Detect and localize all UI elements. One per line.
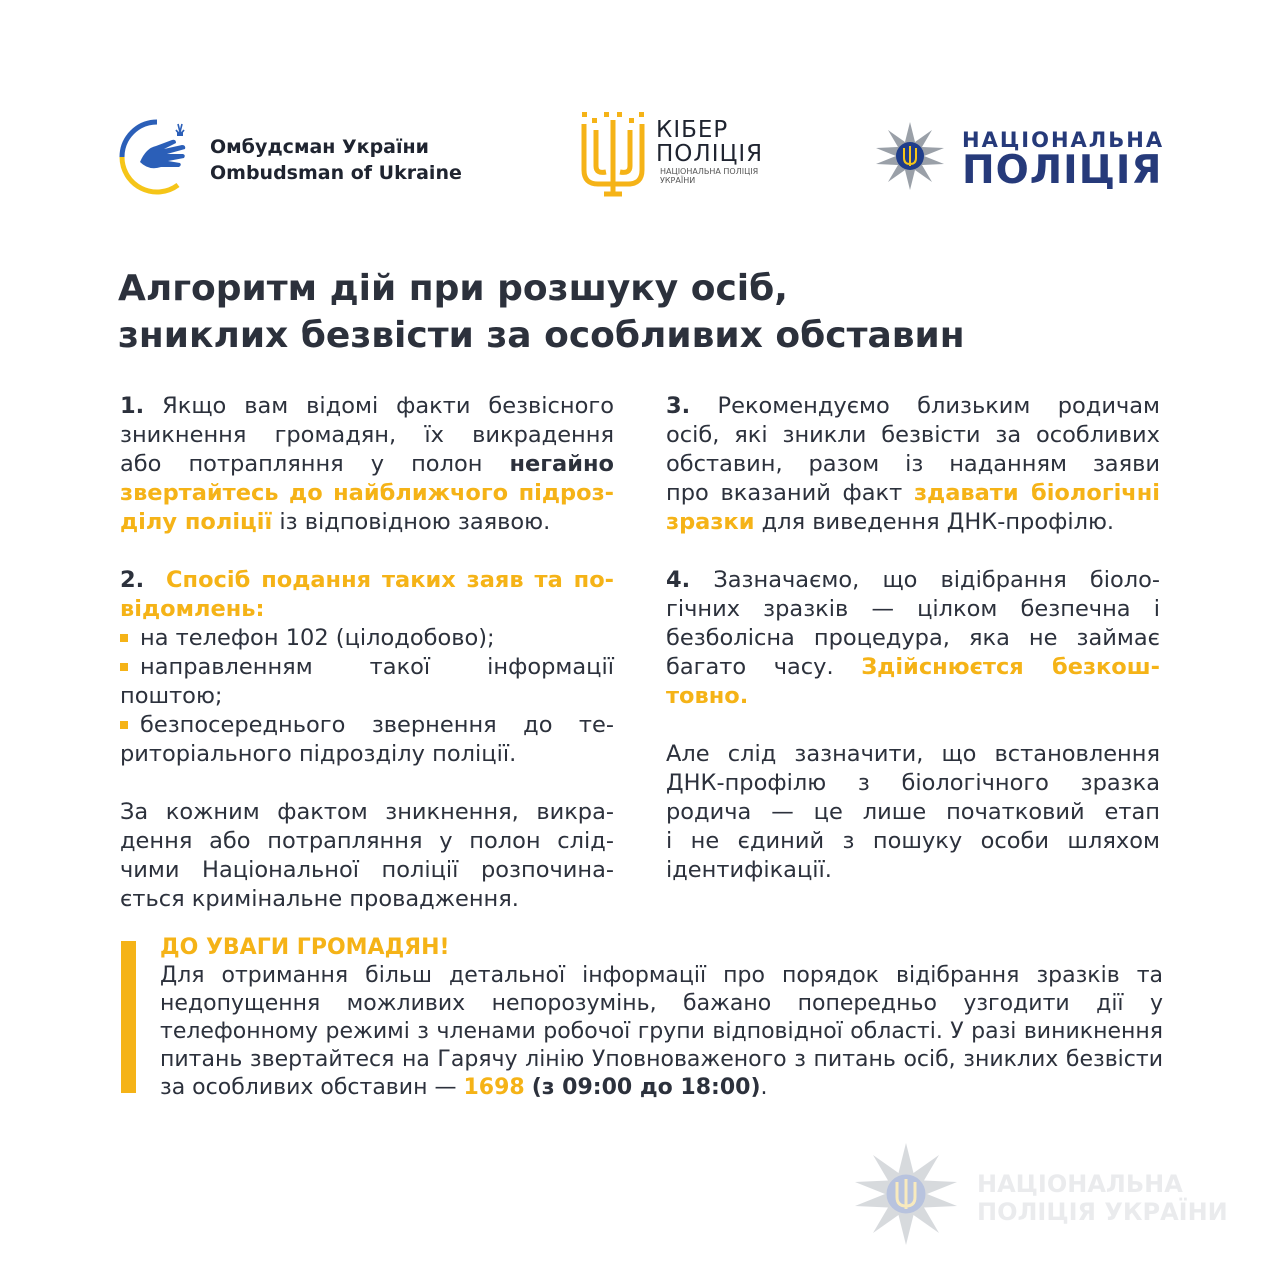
step-3-highlight: здавати біологічні [913, 480, 1160, 506]
list-item-text: риторіального підрозділу поліції. [120, 741, 517, 767]
notice-text: Для отримання більш детальної інформації про порядок відібрання зразків та недопущення можливих непорозумінь, бажано попередньо узгодити дії у телефонному режимі з членами робочої групи відповідної області. У разі виникнення питань звертайтеся на Гарячу лінію Уповноваженого з питань осіб, зниклих безвісти за особливих обставин — [160, 963, 1163, 1100]
hotline-hours: (з 09:00 до 18:00) [531, 1075, 761, 1100]
notice-body [160, 962, 1163, 1102]
list-item [120, 624, 614, 653]
step-3-text: про вказаний факт [666, 480, 914, 506]
police-star-watermark-icon [852, 1140, 960, 1248]
cyber-sub-2: УКРАЇНИ [660, 176, 696, 185]
hotline-number: 1698 [463, 1075, 525, 1100]
title-line-2: зниклих безвісти за особливих обставин [118, 315, 965, 356]
trident-icon [578, 110, 648, 204]
watermark [852, 1140, 1232, 1250]
step-2 [120, 566, 614, 769]
step-1-text: із відповідною заявою. [272, 509, 551, 535]
national-police-line1: НАЦІОНАЛЬНА [962, 128, 1165, 152]
step-3-text: для виведення ДНК-профілю. [754, 509, 1115, 535]
notice-accent-bar [121, 941, 136, 1093]
cyber-police-logo [578, 110, 798, 205]
title-line-1: Алгоритм дій при розшуку осіб, [118, 268, 788, 309]
paragraph-line: За кожним фактом зникнення, викра- [120, 799, 614, 825]
page-title [118, 265, 1178, 359]
ombudsman-logo [118, 118, 498, 198]
step-1 [120, 392, 614, 537]
left-column [120, 392, 614, 914]
step-3-number: 3. [666, 393, 691, 419]
right-column [666, 392, 1160, 885]
paragraph-line: Але слід зазначити, що встановлення [666, 741, 1160, 767]
cyber-title-1: КІБЕР [656, 117, 729, 143]
paragraph-line: ДНК-профілю з біологічного зразка [666, 770, 1160, 796]
step-1-text: зникнення громадян, їх викрадення [120, 422, 614, 448]
step-4-highlight: Здійснюєтся безкош- [861, 654, 1160, 680]
paragraph-line: ється кримінальне провадження. [120, 886, 519, 912]
step-2-heading: відомлень: [120, 596, 265, 622]
step-1-highlight: ділу поліції [120, 509, 273, 535]
step-4 [666, 566, 1160, 711]
list-item-text: направленням такої інформації [140, 654, 614, 680]
step-4-text: гічних зразків — цілком безпечна і [666, 596, 1160, 622]
notice-box [160, 934, 1163, 1102]
national-police-line2: ПОЛІЦІЯ [962, 148, 1163, 193]
ombudsman-name-en: Ombudsman of Ukraine [210, 162, 462, 184]
step-1-highlight: звертайтесь до найближчого підроз- [120, 480, 614, 506]
paragraph-line: дення або потрапляння у полон слід- [120, 828, 614, 854]
step-4-highlight: товно. [666, 683, 749, 709]
notice-heading: ДО УВАГИ ГРОМАДЯН! [160, 935, 450, 960]
paragraph-line: ідентифікації. [666, 857, 832, 883]
step-4-number: 4. [666, 567, 691, 593]
ombudsman-name-ua: Омбудсман України [210, 136, 429, 158]
national-police-logo [874, 120, 1174, 195]
step-1-text: або потрапляння у полон [120, 451, 510, 477]
step-3-highlight: зразки [666, 509, 755, 535]
list-item [120, 653, 614, 682]
paragraph-line: і не єдиний з пошуку особи шляхом [666, 828, 1160, 854]
criminal-proceedings-paragraph [120, 798, 614, 914]
step-3-text: обставин, разом із наданням заяви [666, 451, 1160, 477]
step-3-text: Рекомендуємо близьким родичам [717, 393, 1160, 419]
bullet-icon [120, 634, 128, 642]
cyber-title-2: ПОЛІЦІЯ [656, 141, 764, 167]
list-item-text: на телефон 102 (цілодобово); [140, 625, 495, 651]
watermark-line-2: ПОЛІЦІЯ УКРАЇНИ [977, 1198, 1228, 1226]
list-item-text: безпосереднього звернення до те- [140, 712, 614, 738]
list-item-text: поштою; [120, 683, 223, 709]
step-4-text: безболісна процедура, яка не займає [666, 625, 1160, 651]
watermark-line-1: НАЦІОНАЛЬНА [977, 1170, 1183, 1198]
bullet-icon [120, 663, 128, 671]
step-3 [666, 392, 1160, 537]
step-4-text: багато часу. [666, 654, 862, 680]
cyber-sub-1: НАЦІОНАЛЬНА ПОЛІЦІЯ [660, 167, 759, 176]
notice-end: . [760, 1075, 768, 1100]
step-2-number: 2. [120, 567, 145, 593]
paragraph-line: чими Національної поліції розпочина- [120, 857, 614, 883]
step-1-number: 1. [120, 393, 145, 419]
bullet-icon [120, 721, 128, 729]
step-2-heading: Спосіб подання таких заяв та по- [166, 567, 614, 593]
step-3-text: осіб, які зникли безвісти за особливих [666, 422, 1160, 448]
step-1-emphasis: негайно [509, 451, 614, 477]
dna-profile-paragraph [666, 740, 1160, 885]
list-item [120, 711, 614, 740]
police-star-icon [874, 120, 946, 192]
step-1-text: Якщо вам відомі факти безвісного [162, 393, 614, 419]
paragraph-line: родича — це лише початковий етап [666, 799, 1160, 825]
ombudsman-hand-icon [118, 118, 196, 196]
step-4-text: Зазначаємо, що відібрання біоло- [713, 567, 1161, 593]
